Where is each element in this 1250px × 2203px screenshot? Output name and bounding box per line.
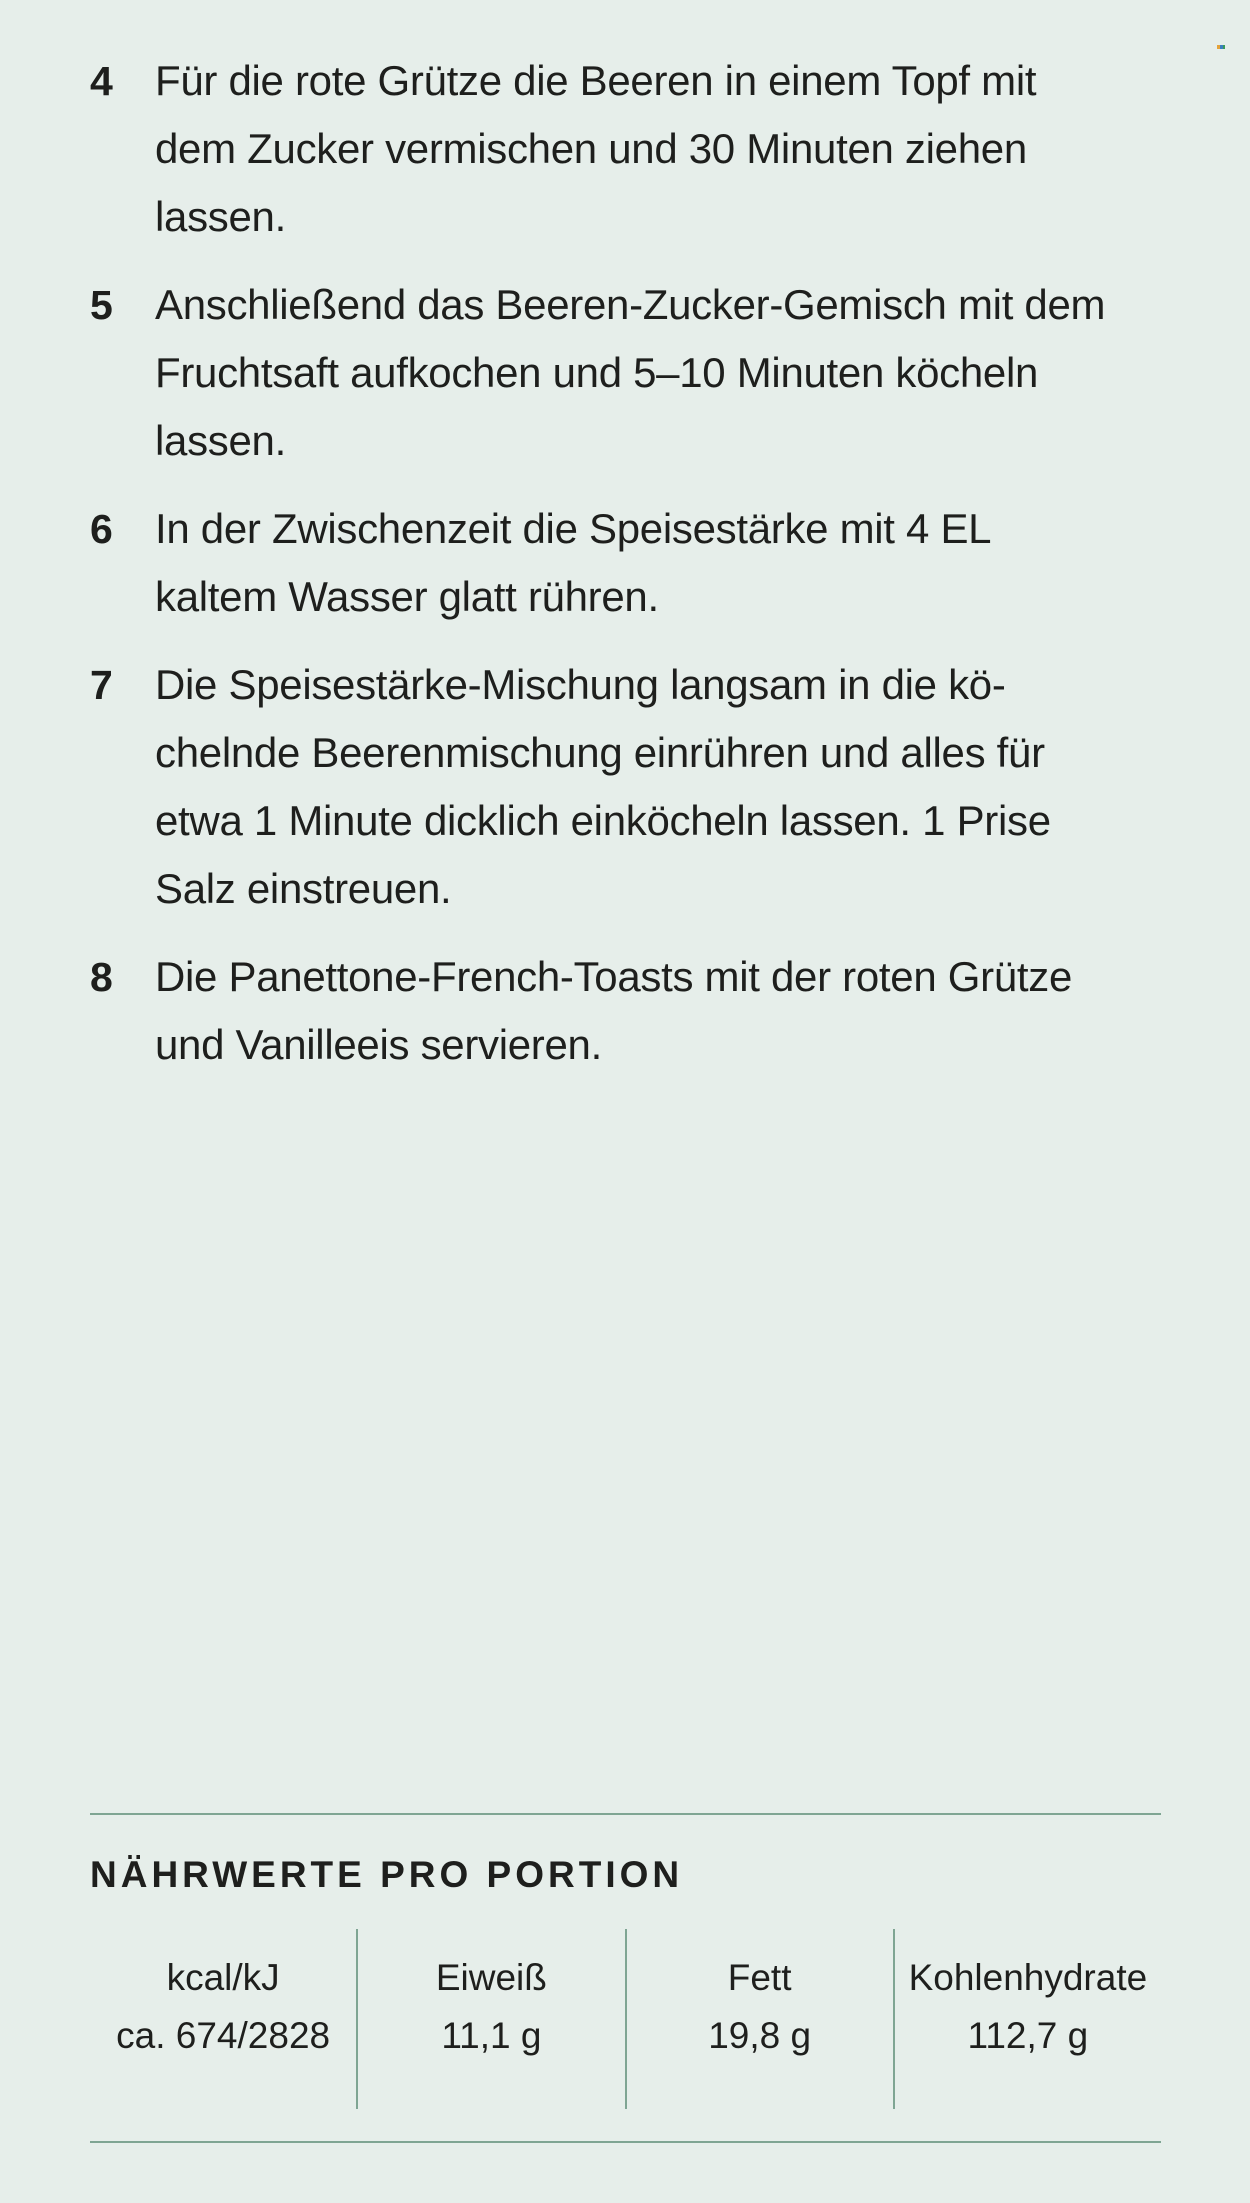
step-line: Salz einstreuen. — [155, 865, 452, 912]
step-number: 4 — [90, 58, 113, 104]
step-line: Anschließend das Beeren-Zucker-Gemisch mit dem — [155, 281, 1106, 328]
step-line: dem Zucker vermischen und 30 Minuten ziehen — [155, 125, 1027, 172]
step-line: In der Zwischenzeit die Speisestärke mit 4 EL — [155, 505, 992, 552]
recipe-steps — [90, 47, 1190, 1099]
nutrition-label: Kohlenhydrate — [908, 1957, 1148, 1998]
nutrition-value: 11,1 g — [441, 2015, 542, 2056]
color-marker-green — [1223, 45, 1225, 49]
step-7 — [90, 651, 1190, 923]
nutrition-value: ca. 674/2828 — [116, 2015, 331, 2056]
step-line: Fruchtsaft aufkochen und 5–10 Minuten köcheln — [155, 349, 1039, 396]
nutrition-section — [90, 1813, 1161, 2109]
nutrition-cell-protein — [356, 1929, 624, 2109]
step-line: Für die rote Grütze die Beeren in einem Topf mit — [155, 57, 1037, 104]
step-line: lassen. — [155, 193, 286, 240]
step-text — [155, 271, 1190, 475]
step-line: Die Panettone-French-Toasts mit der roten Grütze — [155, 953, 1073, 1000]
step-text — [155, 651, 1190, 923]
step-8 — [90, 943, 1190, 1079]
step-text — [155, 495, 1190, 631]
step-number: 6 — [90, 506, 113, 552]
step-number: 7 — [90, 662, 113, 708]
step-6 — [90, 495, 1190, 631]
step-line: chelnde Beerenmischung einrühren und alles für — [155, 729, 1045, 776]
nutrition-cell-fat — [625, 1929, 893, 2109]
step-line: lassen. — [155, 417, 286, 464]
nutrition-value: 19,8 g — [708, 2015, 812, 2056]
nutrition-label: Eiweiß — [435, 1957, 547, 1998]
divider-top — [90, 1813, 1161, 1815]
step-5 — [90, 271, 1190, 475]
step-number: 5 — [90, 282, 113, 328]
step-text — [155, 943, 1190, 1079]
nutrition-cell-kcal — [90, 1929, 356, 2109]
step-line: kaltem Wasser glatt rühren. — [155, 573, 659, 620]
nutrition-value: 112,7 g — [967, 2015, 1089, 2056]
nutrition-label: Fett — [727, 1957, 792, 1998]
nutrition-label: kcal/kJ — [166, 1957, 280, 1998]
divider-bottom — [90, 2141, 1161, 2143]
step-line: und Vanilleeis servieren. — [155, 1021, 602, 1068]
nutrition-cell-carbs — [893, 1929, 1161, 2109]
color-marker-dots — [1217, 45, 1225, 50]
step-text — [155, 47, 1190, 251]
step-line: etwa 1 Minute dicklich einköcheln lassen. 1 Prise — [155, 797, 1051, 844]
step-4 — [90, 47, 1190, 251]
step-line: Die Speisestärke-Mischung langsam in die kö- — [155, 661, 1006, 708]
nutrition-table — [90, 1929, 1161, 2109]
step-number: 8 — [90, 954, 113, 1000]
nutrition-title: NÄHRWERTE PRO PORTION — [90, 1854, 684, 1895]
